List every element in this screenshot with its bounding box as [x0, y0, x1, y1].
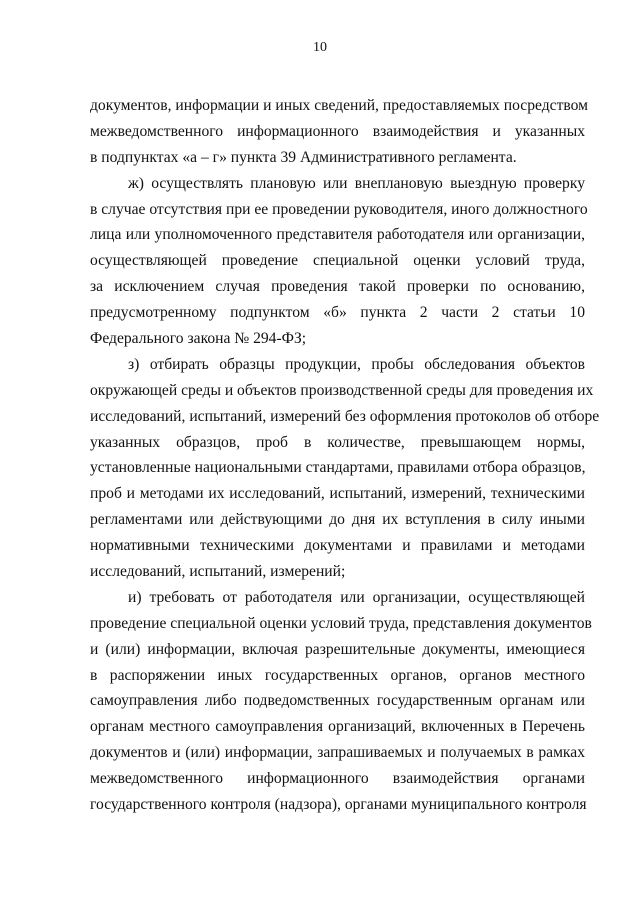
text-line: межведомственного информационного взаимодействия и указанных [90, 122, 585, 140]
text-line: Федерального закона № 294-ФЗ; [90, 330, 307, 348]
text-line: осуществляющей проведение специальной оценки условий труда, [90, 252, 585, 270]
text-line: нормативными техническими документами и правилами и методами [90, 537, 585, 555]
text-line: в подпунктах «а – г» пункта 39 Административного регламента. [90, 148, 517, 166]
text-line: проведение специальной оценки условий труда, представления документов [90, 614, 592, 632]
text-line: документов и (или) информации, запрашиваемых и получаемых в рамках [90, 744, 585, 762]
text-line: указанных образцов, проб в количестве, превышающем нормы, [90, 433, 585, 451]
text-line: в распоряжении иных государственных органов, органов местного [90, 666, 585, 684]
text-line: в случае отсутствия при ее проведении руководителя, иного должностного [90, 200, 588, 218]
text-line: з) отбирать образцы продукции, пробы обследования объектов [128, 355, 585, 373]
text-line: и (или) информации, включая разрешительные документы, имеющиеся [90, 640, 585, 658]
document-body [90, 93, 600, 818]
text-line: установленные национальными стандартами, правилами отбора образцов, [90, 459, 586, 477]
text-line: государственного контроля (надзора), органами муниципального контроля [90, 796, 587, 814]
text-line: исследований, испытаний, измерений без оформления протоколов об отборе [90, 407, 600, 425]
text-line: лица или уполномоченного представителя работодателя или организации, [90, 226, 585, 244]
page-number: 10 [313, 40, 327, 55]
text-line: исследований, испытаний, измерений; [90, 563, 346, 581]
text-line: регламентами или действующими до дня их вступления в силу иными [90, 511, 585, 529]
text-line: за исключением случая проведения такой проверки по основанию, [90, 278, 585, 296]
text-line: окружающей среды и объектов производственной среды для проведения их [90, 381, 594, 399]
text-line: органам местного самоуправления организаций, включенных в Перечень [90, 718, 585, 736]
text-line: межведомственного информационного взаимодействия органами [90, 770, 585, 788]
text-line: самоуправления либо подведомственных государственным органам или [90, 692, 585, 710]
text-line: проб и методами их исследований, испытаний, измерений, техническими [90, 485, 585, 503]
text-line: предусмотренному подпунктом «б» пункта 2 части 2 статьи 10 [90, 304, 585, 322]
text-line: ж) осуществлять плановую или внеплановую выездную проверку [128, 174, 585, 192]
text-line: документов, информации и иных сведений, предоставляемых посредством [90, 97, 589, 114]
text-line: и) требовать от работодателя или организации, осуществляющей [128, 588, 585, 606]
